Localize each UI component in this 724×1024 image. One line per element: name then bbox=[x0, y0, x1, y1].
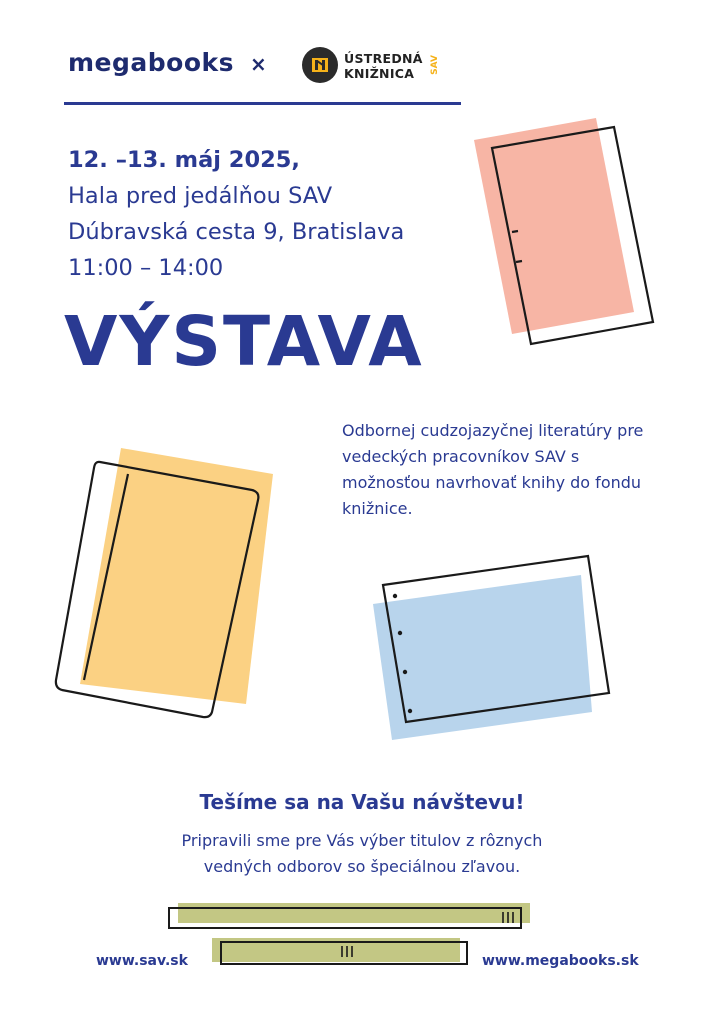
library-name-line1: ÚSTREDNÁ bbox=[344, 51, 423, 66]
library-sav-tag: SAV bbox=[430, 55, 440, 75]
page-title: VÝSTAVA bbox=[64, 302, 424, 382]
sav-link[interactable]: www.sav.sk bbox=[96, 953, 188, 969]
megabooks-logo: megabooks bbox=[68, 48, 235, 77]
welcome-headline: Tešíme sa na Vašu návštevu! bbox=[199, 790, 525, 814]
library-name bbox=[344, 51, 423, 81]
event-description: Odbornej cudzojazyčnej literatúry pre vedeckých pracovníkov SAV s možnosťou navrhovať knihy do fondu knižnice. bbox=[342, 421, 644, 518]
welcome-subtext-line1: Pripravili sme pre Vás výber titulov z rôznych bbox=[181, 831, 543, 850]
event-date: 12. –13. máj 2025, bbox=[68, 147, 300, 173]
event-time: 11:00 – 14:00 bbox=[68, 255, 224, 281]
brand-separator: × bbox=[250, 52, 267, 76]
welcome-subtext bbox=[0, 828, 724, 880]
header-divider bbox=[64, 102, 461, 105]
salmon-book-icon bbox=[474, 118, 653, 344]
yellow-book-icon bbox=[56, 448, 273, 717]
blue-book-icon bbox=[373, 556, 609, 740]
welcome-subtext-line2: vedných odborov so špeciálnou zľavou. bbox=[203, 857, 521, 876]
event-address: Dúbravská cesta 9, Bratislava bbox=[68, 219, 405, 245]
event-venue: Hala pred jedálňou SAV bbox=[68, 183, 333, 209]
library-name-line2: KNIŽNICA bbox=[344, 66, 415, 81]
event-info bbox=[68, 142, 404, 286]
megabooks-link[interactable]: www.megabooks.sk bbox=[482, 953, 639, 969]
stacked-books-icon bbox=[169, 903, 530, 964]
library-logo-icon bbox=[302, 47, 338, 83]
